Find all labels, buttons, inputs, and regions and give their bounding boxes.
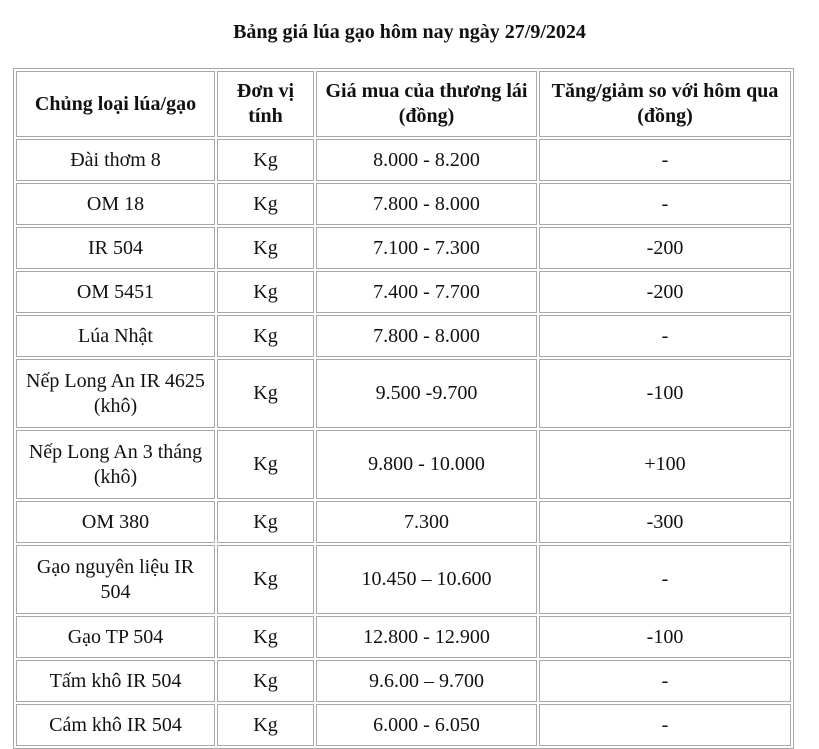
cell-unit: Kg xyxy=(217,315,314,357)
cell-change: -300 xyxy=(539,501,791,543)
cell-unit: Kg xyxy=(217,501,314,543)
table-row xyxy=(16,271,791,313)
cell-type: OM 18 xyxy=(16,183,215,225)
table-row xyxy=(16,139,791,181)
cell-price: 7.800 - 8.000 xyxy=(316,315,537,357)
cell-change: -100 xyxy=(539,359,791,428)
cell-type: IR 504 xyxy=(16,227,215,269)
cell-type: Tấm khô IR 504 xyxy=(16,660,215,702)
cell-change: - xyxy=(539,139,791,181)
cell-price: 9.800 - 10.000 xyxy=(316,430,537,499)
cell-unit: Kg xyxy=(217,139,314,181)
table-row xyxy=(16,183,791,225)
table-row xyxy=(16,616,791,658)
cell-type: Gạo nguyên liệu IR 504 xyxy=(16,545,215,614)
header-change: Tăng/giảm so với hôm qua (đồng) xyxy=(539,71,791,137)
cell-type: Đài thơm 8 xyxy=(16,139,215,181)
cell-unit: Kg xyxy=(217,704,314,746)
table-row xyxy=(16,359,791,428)
table-row xyxy=(16,430,791,499)
cell-price: 10.450 – 10.600 xyxy=(316,545,537,614)
cell-unit: Kg xyxy=(217,430,314,499)
cell-price: 8.000 - 8.200 xyxy=(316,139,537,181)
header-type: Chủng loại lúa/gạo xyxy=(16,71,215,137)
cell-type: Cám khô IR 504 xyxy=(16,704,215,746)
cell-price: 9.500 -9.700 xyxy=(316,359,537,428)
cell-unit: Kg xyxy=(217,545,314,614)
table-header-row xyxy=(16,71,791,137)
cell-change: -100 xyxy=(539,616,791,658)
cell-type: Lúa Nhật xyxy=(16,315,215,357)
cell-price: 7.800 - 8.000 xyxy=(316,183,537,225)
cell-change: -200 xyxy=(539,271,791,313)
cell-unit: Kg xyxy=(217,660,314,702)
table-row xyxy=(16,660,791,702)
cell-unit: Kg xyxy=(217,227,314,269)
cell-change: -200 xyxy=(539,227,791,269)
cell-unit: Kg xyxy=(217,271,314,313)
table-row xyxy=(16,315,791,357)
cell-price: 6.000 - 6.050 xyxy=(316,704,537,746)
cell-price: 7.400 - 7.700 xyxy=(316,271,537,313)
cell-unit: Kg xyxy=(217,616,314,658)
header-unit: Đơn vị tính xyxy=(217,71,314,137)
cell-change: - xyxy=(539,660,791,702)
table-row xyxy=(16,704,791,746)
rice-price-table xyxy=(13,68,794,749)
cell-change: - xyxy=(539,183,791,225)
cell-price: 7.100 - 7.300 xyxy=(316,227,537,269)
header-price: Giá mua của thương lái (đồng) xyxy=(316,71,537,137)
cell-change: - xyxy=(539,545,791,614)
cell-type: Nếp Long An 3 tháng (khô) xyxy=(16,430,215,499)
table-row xyxy=(16,545,791,614)
cell-unit: Kg xyxy=(217,183,314,225)
table-row xyxy=(16,501,791,543)
cell-change: +100 xyxy=(539,430,791,499)
page-title: Bảng giá lúa gạo hôm nay ngày 27/9/2024 xyxy=(233,21,586,43)
cell-change: - xyxy=(539,704,791,746)
cell-type: Nếp Long An IR 4625 (khô) xyxy=(16,359,215,428)
cell-type: Gạo TP 504 xyxy=(16,616,215,658)
cell-type: OM 380 xyxy=(16,501,215,543)
cell-price: 9.6.00 – 9.700 xyxy=(316,660,537,702)
cell-change: - xyxy=(539,315,791,357)
cell-price: 12.800 - 12.900 xyxy=(316,616,537,658)
cell-type: OM 5451 xyxy=(16,271,215,313)
cell-price: 7.300 xyxy=(316,501,537,543)
cell-unit: Kg xyxy=(217,359,314,428)
table-row xyxy=(16,227,791,269)
